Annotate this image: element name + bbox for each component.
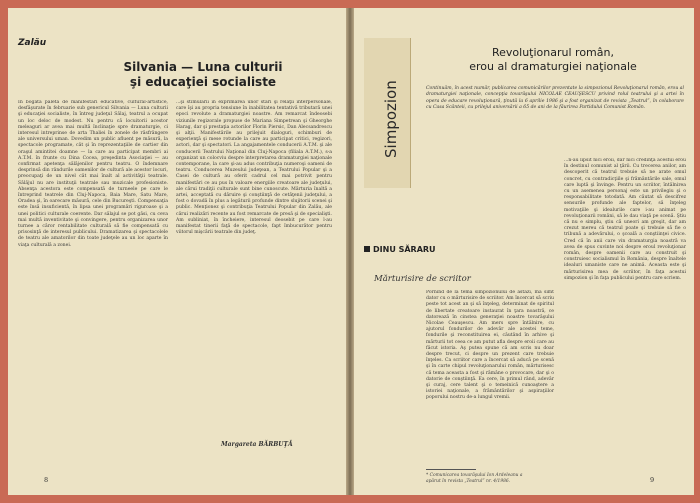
left-column-2: ...şi stimulării în exprimarea unor stări şi relaţii interpersonale, care îşi au propria tensiune în inabilitatea tentativă tributară unei epoci revolute a dramaturgiei noastre. Am remarcat îndeosebi viziunile regizorale propuse de Mariana Simpetrean şi Gheorghe Harag, dar şi prestaţia actorilor Florin Piersic, Dan Alecsandrescu şi alţii. Manifestările au prilejuit dialoguri, schimburi de experienţă şi mese rotunde la care au participat critici, regizori, actori, dar şi spectatori. La angajamentele conducerii A.T.M. şi ale conducerii Teatrului Naţional din Cluj-Napoca (filiala A.T.M.), s-a organizat un colocviu despre interpretarea dramaturgiei naţionale contemporane, la care şi-au adus contribuţia numeroşi oameni de teatru. Conducerea Muzeului judeţean, a Teatrului Popular şi a Casei de cultură au oferit cadrul cel mai potrivit pentru manifestări ce au pus în valoare energiile creatoare ale judeţului, ale cărui tradiţii culturale sunt bine cunoscute. Mărturia înaltă a artei, acceptată cu dăruire şi conştiinţă de cetăţenii judeţului, a fost o dovadă în plus a legăturii profunde dintre slujitorii scenei şi public. Menţionez şi contribuţia Teatrului Popular din Zalău, ale cărui realizări recente au fost remarcate de presă şi de specialişti. Am subliniat, în încheiere, interesul deosebit pe care l-au manifestat tinerii faţă de spectacole, fapt îmbucurător pentru viitorul mişcării teatrale din judeţ. xyxy=(176,100,332,236)
right-page xyxy=(354,8,694,495)
book-gutter xyxy=(346,8,354,495)
symposium-title-line1: Revoluţionarul român, xyxy=(492,46,614,59)
right-column-2: ...n-au lipsit nici eroii, dar nici credinţa acestui erou în destinul comunist al ţării. Cu trecerea anilor, am descoperit că teatrul trebuie să ne arate omul concret, cu contradicţiile şi frământările sale, omul care luptă şi învinge. Pentru un scriitor, întâlnirea cu un asemenea personaj este un privilegiu şi o responsabilitate totodată. Am căutat să descifrez sensurile profunde ale faptelor, să înţeleg motivaţiile şi idealurile care i-au animat pe revoluţionarii români, să le dau viaţă pe scenă. Ştiu că nu e simplu, ştiu că uneori am greşit, dar am crezut mereu că teatrul poate şi trebuie să fie o tribună a adevărului, o şcoală a conştiinţei civice. Cred că în anii care vin dramaturgia noastră va avea de spus cuvinte noi despre eroul revoluţionar român, despre oamenii care au construit şi construiesc socialismul în România, despre înaltele idealuri umaniste care ne animă. Aceasta este şi mărturisirea mea de scriitor, în faţa acestui simpozion şi în faţa publicului pentru care scriem. xyxy=(564,158,686,281)
article-subtitle: Mărturisire de scriitor xyxy=(374,274,471,284)
left-column-1: În bogata paletă de manifestări educative, cultural-artistice, desfăşurate în februarie sub genericul Silvania — Luna culturii şi educaţiei socialiste, în întreg judeţul Sălaj, teatrul a ocupat un loc deloc de modest. Nu pentru că locuitorii acestor meleaguri ar avea mai multă înclinaţie spre dramaturgie, ci interesul intreprinse de arta Thaliei în zonele de răsfrângere ale universului uman. Dovedim un public afluent pe măsură, la spectacole programate, cât şi în reprezentaţiile de cartier din oraşul amintitei doamne — la care au participat membri ai A.T.M. în frunte cu Dina Cocea, preşedinta Asociaţiei — au confirmat apetenţa sălăjenilor pentru teatru. O îndemnare desprinsă din rândurile oamenilor de cultură ale acestor locuri, preocupaţi de un nivel cât mai înalt al activităţii teatrale. Sălăjul nu are instituţii teatrale sau muzicale profesioniste. Absenţa acestora este compensată de turneele pe care le întreprind teatrele din Cluj-Napoca, Baia Mare, Satu Mare, Oradea şi, în oarecare măsură, cele din Bucureşti. Compensaţia este însă insuficientă, în lipsa unei programări riguroase şi a unei politici culturale coerente. Dar sălajul se pot găsi, cu ceva mai multă inventivitate şi convingere, pentru organizarea unor turnee a căror rentabilitate culturală să fie compensată cu prisosinţă de interesul publicului. Dramatizarea şi spectacolele de teatru ale amatorilor din toate judeţele au un loc aparte în viaţa culturală a zonei. xyxy=(18,100,168,248)
page-number-right: 9 xyxy=(650,476,655,484)
author-signature: Margareta BĂRBUŢĂ xyxy=(221,441,293,448)
section-vertical-label: Simpozion xyxy=(382,80,400,158)
intro-paragraph: Continuăm, în acest număr, publicarea comunicărilor prezentate la simpozionul Revoluţionarul român, erou al dramaturgiei naţionale, concepţia tovarăşului NICOLAE CEAUŞESCU privind rolul teatrului şi a artei în opera de educare revoluţionară, ţinută la 6 aprilie 1986 şi a fost organizat de revista „Teatrul”, în colaborare cu Casa Scânteii, cu prilejul aniversării a 65 de ani de la făurirea Partidului Comunist Român. xyxy=(426,86,684,110)
symposium-title xyxy=(424,46,682,73)
footnote-rule xyxy=(426,469,476,470)
page-number-left: 8 xyxy=(44,476,49,484)
square-bullet-icon xyxy=(364,246,370,252)
article-title xyxy=(78,60,328,90)
article-title-line1: Silvania — Luna culturii xyxy=(123,60,283,74)
right-column-1: Pornind de la tema simpozionului de astăzi, mă simt dator cu o mărturisire de scriitor. Am încercat să scriu peste tot acest an şi să înţeleg, determinat de spiritul de libertate creatoare instaurat în ţara noastră, ce datorează în cinstea generaţiei noastre tovarăşului Nicolae Ceauşescu. Am mers spre întâlnire, cu ajutorul fondurilor de adevăr ale acestei teme, fondurile şi reconstituirea ei, căutând în arhive şi mărturii tot ceea ce am putut afla despre eroii care au făcut istoria. Aş putea spune că am scris nu doar despre trecut, ci despre un prezent care trebuie înţeles. Ca scriitor care a încercat să aducă pe scenă şi în carte chipul revoluţionarului român, mărturisesc că tema aceasta a fost şi rămâne o provocare, dar şi o datorie de conştiinţă. Ea cere, în primul rând, adevăr şi curaj, cere talent şi o temeinică cunoaştere a istoriei naţionale, a frământărilor şi aspiraţiilor poporului nostru de-a lungul vremii. xyxy=(426,290,554,401)
footnote: * Comunicarea tovarăşului Ion Ardeleanu a apărut în revista „Teatrul” nr. 4/1986. xyxy=(426,473,523,484)
article-title-line2: şi educaţiei socialiste xyxy=(129,75,277,89)
symposium-title-line2: erou al dramaturgiei naţionale xyxy=(469,59,637,73)
left-page xyxy=(8,8,346,495)
author-heading xyxy=(364,245,436,254)
section-label: Zalău xyxy=(18,38,47,48)
author-name: DINU SĂRARU xyxy=(373,245,436,254)
